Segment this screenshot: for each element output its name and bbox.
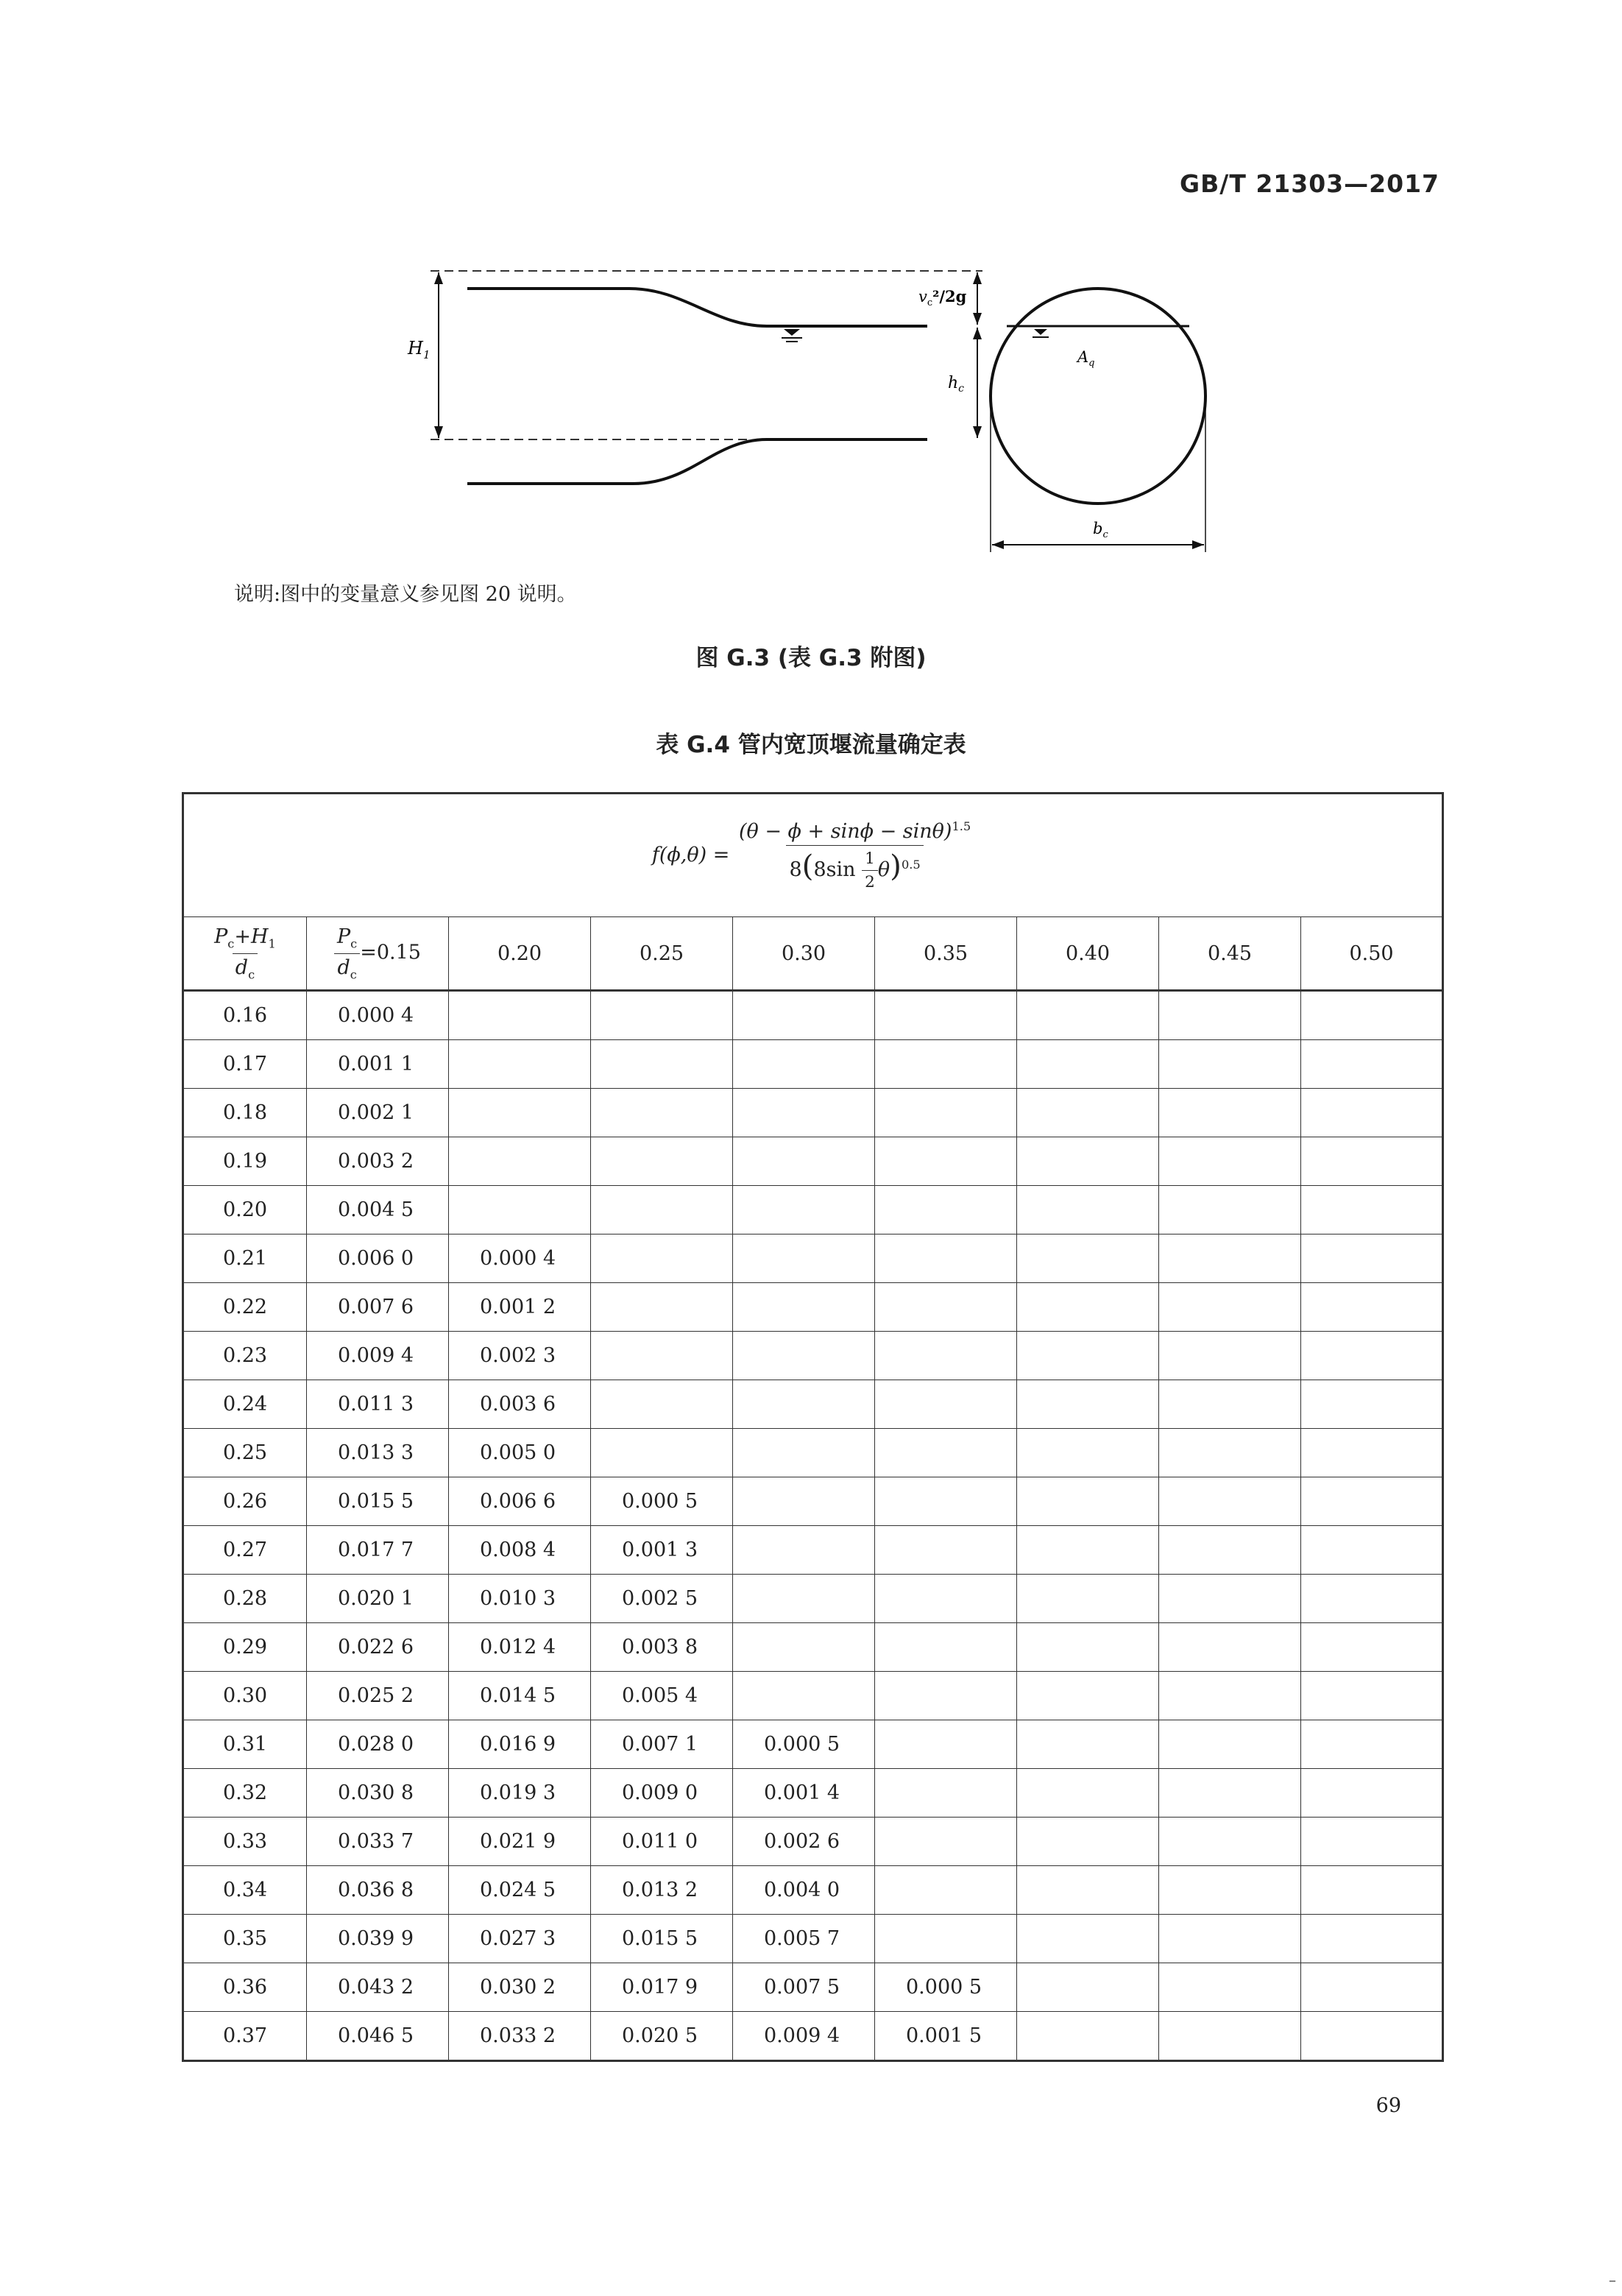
- value-cell: [1301, 1623, 1443, 1672]
- value-cell: [1159, 1332, 1301, 1380]
- value-cell: 0.017 7: [307, 1526, 449, 1575]
- value-cell: 0.001 1: [307, 1040, 449, 1089]
- value-cell: [733, 1089, 875, 1137]
- value-cell: [1301, 1137, 1443, 1186]
- value-cell: [1159, 1040, 1301, 1089]
- value-cell: 0.039 9: [307, 1915, 449, 1963]
- row-key-cell: 0.22: [183, 1283, 307, 1332]
- row-key-cell: 0.33: [183, 1818, 307, 1866]
- value-cell: [591, 1040, 733, 1089]
- value-cell: [875, 1866, 1017, 1915]
- value-cell: [875, 991, 1017, 1040]
- table-row: [183, 1283, 1443, 1332]
- value-cell: 0.013 2: [591, 1866, 733, 1915]
- value-cell: [1017, 1526, 1159, 1575]
- value-cell: [875, 1380, 1017, 1429]
- row-key-cell: 0.32: [183, 1769, 307, 1818]
- value-cell: [1017, 1332, 1159, 1380]
- value-cell: 0.007 6: [307, 1283, 449, 1332]
- value-cell: [1301, 1283, 1443, 1332]
- value-cell: [733, 1040, 875, 1089]
- value-cell: 0.022 6: [307, 1623, 449, 1672]
- table-row: [183, 1963, 1443, 2012]
- table-row: [183, 1186, 1443, 1234]
- col-header: 0.20: [449, 917, 591, 991]
- value-cell: 0.000 4: [449, 1234, 591, 1283]
- value-cell: [1159, 1477, 1301, 1526]
- value-cell: 0.006 0: [307, 1234, 449, 1283]
- value-cell: 0.000 5: [875, 1963, 1017, 2012]
- value-cell: [1017, 1380, 1159, 1429]
- row-key-cell: 0.18: [183, 1089, 307, 1137]
- value-cell: [733, 991, 875, 1040]
- value-cell: [1301, 1477, 1443, 1526]
- value-cell: [1159, 1575, 1301, 1623]
- vc-label: $v_c^2/2g$: [918, 287, 967, 308]
- table-row: [183, 1234, 1443, 1283]
- value-cell: 0.001 3: [591, 1526, 733, 1575]
- value-cell: [1301, 1866, 1443, 1915]
- value-cell: [1017, 1186, 1159, 1234]
- value-cell: [733, 1332, 875, 1380]
- row-key-cell: 0.29: [183, 1623, 307, 1672]
- value-cell: [1301, 1769, 1443, 1818]
- page-number: 69: [1375, 2094, 1401, 2117]
- value-cell: 0.002 5: [591, 1575, 733, 1623]
- value-cell: 0.004 5: [307, 1186, 449, 1234]
- value-cell: [733, 1283, 875, 1332]
- value-cell: [875, 1915, 1017, 1963]
- row-key-cell: 0.19: [183, 1137, 307, 1186]
- value-cell: 0.013 3: [307, 1429, 449, 1477]
- value-cell: [591, 1332, 733, 1380]
- row-key-cell: 0.26: [183, 1477, 307, 1526]
- value-cell: [733, 1234, 875, 1283]
- col-header: 0.30: [733, 917, 875, 991]
- value-cell: [1159, 1769, 1301, 1818]
- flow-table: [182, 792, 1444, 2062]
- value-cell: [1301, 1526, 1443, 1575]
- value-cell: [591, 1186, 733, 1234]
- value-cell: 0.009 4: [733, 2012, 875, 2061]
- value-cell: [591, 991, 733, 1040]
- value-cell: [1017, 1429, 1159, 1477]
- value-cell: [1301, 1380, 1443, 1429]
- value-cell: 0.003 8: [591, 1623, 733, 1672]
- value-cell: 0.010 3: [449, 1575, 591, 1623]
- figure-note: 说明:图中的变量意义参见图 20 说明。: [234, 583, 577, 606]
- value-cell: [1159, 1137, 1301, 1186]
- row-key-cell: 0.35: [183, 1915, 307, 1963]
- value-cell: [875, 1186, 1017, 1234]
- table-row: [183, 1429, 1443, 1477]
- weir-diagram: [408, 261, 1222, 556]
- value-cell: 0.005 4: [591, 1672, 733, 1720]
- value-cell: [1017, 1575, 1159, 1623]
- value-cell: [1301, 1915, 1443, 1963]
- value-cell: 0.012 4: [449, 1623, 591, 1672]
- value-cell: 0.009 0: [591, 1769, 733, 1818]
- value-cell: [875, 1672, 1017, 1720]
- value-cell: [1159, 1963, 1301, 2012]
- water-surface-line: [467, 289, 927, 326]
- value-cell: [1159, 991, 1301, 1040]
- col-header-first: $\frac{P_c}{d_c}$ =0.15: [307, 917, 449, 991]
- value-cell: [1017, 1040, 1159, 1089]
- value-cell: 0.007 5: [733, 1963, 875, 2012]
- value-cell: [1017, 1234, 1159, 1283]
- value-cell: [591, 1380, 733, 1429]
- value-cell: [1301, 1186, 1443, 1234]
- table-row: [183, 1623, 1443, 1672]
- value-cell: [875, 1769, 1017, 1818]
- value-cell: 0.009 4: [307, 1332, 449, 1380]
- value-cell: [1301, 1575, 1443, 1623]
- row-key-cell: 0.31: [183, 1720, 307, 1769]
- value-cell: [1159, 2012, 1301, 2061]
- value-cell: [1017, 1089, 1159, 1137]
- water-level-icon: [782, 329, 802, 342]
- formula-cell: [183, 794, 1443, 917]
- value-cell: 0.046 5: [307, 2012, 449, 2061]
- row-key-cell: 0.36: [183, 1963, 307, 2012]
- value-cell: 0.024 5: [449, 1866, 591, 1915]
- value-cell: [449, 1137, 591, 1186]
- value-cell: [591, 1089, 733, 1137]
- value-cell: [1017, 1769, 1159, 1818]
- value-cell: [1301, 1720, 1443, 1769]
- value-cell: 0.000 5: [591, 1477, 733, 1526]
- value-cell: [1017, 1818, 1159, 1866]
- value-cell: [875, 1477, 1017, 1526]
- table-row: [183, 1866, 1443, 1915]
- row-header-label: $\frac{P_c+H_1}{d_c}$: [183, 917, 307, 991]
- value-cell: [1017, 1866, 1159, 1915]
- value-cell: [1159, 1720, 1301, 1769]
- value-cell: 0.036 8: [307, 1866, 449, 1915]
- row-key-cell: 0.17: [183, 1040, 307, 1089]
- value-cell: [1159, 1089, 1301, 1137]
- value-cell: [1017, 1672, 1159, 1720]
- value-cell: 0.028 0: [307, 1720, 449, 1769]
- table-row: [183, 2012, 1443, 2061]
- value-cell: [733, 1137, 875, 1186]
- value-cell: [733, 1429, 875, 1477]
- value-cell: [1159, 1186, 1301, 1234]
- value-cell: 0.000 5: [733, 1720, 875, 1769]
- value-cell: [1301, 1672, 1443, 1720]
- table-row: [183, 1477, 1443, 1526]
- value-cell: [591, 1234, 733, 1283]
- edge-mark: –: [1609, 2271, 1616, 2289]
- h1-label: $H_1$: [408, 338, 431, 361]
- value-cell: 0.033 7: [307, 1818, 449, 1866]
- value-cell: 0.027 3: [449, 1915, 591, 1963]
- row-key-cell: 0.34: [183, 1866, 307, 1915]
- col-header: 0.45: [1159, 917, 1301, 991]
- value-cell: [1159, 1526, 1301, 1575]
- table-row: [183, 1672, 1443, 1720]
- value-cell: [1301, 991, 1443, 1040]
- value-cell: [1301, 1818, 1443, 1866]
- value-cell: 0.016 9: [449, 1720, 591, 1769]
- value-cell: 0.021 9: [449, 1818, 591, 1866]
- table-row: [183, 1720, 1443, 1769]
- table-row: [183, 1575, 1443, 1623]
- value-cell: [1159, 1380, 1301, 1429]
- value-cell: 0.002 1: [307, 1089, 449, 1137]
- value-cell: 0.003 2: [307, 1137, 449, 1186]
- value-cell: 0.001 2: [449, 1283, 591, 1332]
- value-cell: [1159, 1623, 1301, 1672]
- value-cell: [733, 1186, 875, 1234]
- value-cell: [591, 1137, 733, 1186]
- row-key-cell: 0.20: [183, 1186, 307, 1234]
- value-cell: 0.007 1: [591, 1720, 733, 1769]
- table-row: [183, 1526, 1443, 1575]
- col-header: 0.50: [1301, 917, 1443, 991]
- pipe-bottom-wall: [467, 439, 927, 484]
- value-cell: [875, 1332, 1017, 1380]
- value-cell: [591, 1429, 733, 1477]
- value-cell: [1301, 1963, 1443, 2012]
- value-cell: [1159, 1672, 1301, 1720]
- value-cell: 0.002 3: [449, 1332, 591, 1380]
- value-cell: 0.014 5: [449, 1672, 591, 1720]
- value-cell: 0.043 2: [307, 1963, 449, 2012]
- table-row: [183, 1915, 1443, 1963]
- value-cell: [1301, 1429, 1443, 1477]
- value-cell: [875, 1234, 1017, 1283]
- value-cell: [1159, 1283, 1301, 1332]
- value-cell: [875, 1137, 1017, 1186]
- row-key-cell: 0.25: [183, 1429, 307, 1477]
- value-cell: [733, 1575, 875, 1623]
- value-cell: [1017, 1623, 1159, 1672]
- value-cell: [449, 991, 591, 1040]
- value-cell: [1017, 991, 1159, 1040]
- value-cell: [1017, 1477, 1159, 1526]
- table-row: [183, 991, 1443, 1040]
- value-cell: 0.002 6: [733, 1818, 875, 1866]
- value-cell: 0.020 1: [307, 1575, 449, 1623]
- row-key-cell: 0.28: [183, 1575, 307, 1623]
- aq-label: $A_q$: [1077, 348, 1095, 369]
- value-cell: 0.017 9: [591, 1963, 733, 2012]
- row-key-cell: 0.16: [183, 991, 307, 1040]
- formula: f(ϕ,θ) = $(\theta - \phi + \sin\phi - \sin\theta)^{1.5}$ 8(8sin $\frac{1}{2}$ θ)$^{0.5}$: [651, 819, 971, 891]
- value-cell: [1301, 2012, 1443, 2061]
- value-cell: [1017, 1137, 1159, 1186]
- pipe-cross-section: [991, 289, 1205, 504]
- col-header: 0.40: [1017, 917, 1159, 991]
- value-cell: [875, 1575, 1017, 1623]
- value-cell: 0.030 2: [449, 1963, 591, 2012]
- value-cell: [1301, 1040, 1443, 1089]
- row-key-cell: 0.30: [183, 1672, 307, 1720]
- value-cell: 0.025 2: [307, 1672, 449, 1720]
- value-cell: [1301, 1234, 1443, 1283]
- value-cell: [591, 1283, 733, 1332]
- value-cell: 0.000 4: [307, 991, 449, 1040]
- value-cell: 0.030 8: [307, 1769, 449, 1818]
- standard-number: GB/T 21303—2017: [1180, 169, 1439, 198]
- table-row: [183, 1380, 1443, 1429]
- value-cell: [1017, 1720, 1159, 1769]
- row-key-cell: 0.24: [183, 1380, 307, 1429]
- col-header: 0.35: [875, 917, 1017, 991]
- row-key-cell: 0.37: [183, 2012, 307, 2061]
- value-cell: [875, 1040, 1017, 1089]
- table-row: [183, 1089, 1443, 1137]
- value-cell: 0.005 7: [733, 1915, 875, 1963]
- value-cell: 0.011 0: [591, 1818, 733, 1866]
- value-cell: [1159, 1234, 1301, 1283]
- table-row: [183, 1332, 1443, 1380]
- value-cell: 0.003 6: [449, 1380, 591, 1429]
- value-cell: 0.011 3: [307, 1380, 449, 1429]
- value-cell: [1159, 1429, 1301, 1477]
- value-cell: [733, 1672, 875, 1720]
- value-cell: [1159, 1818, 1301, 1866]
- value-cell: 0.001 5: [875, 2012, 1017, 2061]
- figure-caption: 图 G.3 (表 G.3 附图): [695, 645, 927, 671]
- value-cell: [1301, 1332, 1443, 1380]
- value-cell: [1017, 1915, 1159, 1963]
- value-cell: 0.006 6: [449, 1477, 591, 1526]
- value-cell: [733, 1526, 875, 1575]
- value-cell: 0.004 0: [733, 1866, 875, 1915]
- value-cell: [1159, 1915, 1301, 1963]
- value-cell: [1301, 1089, 1443, 1137]
- value-cell: 0.033 2: [449, 2012, 591, 2061]
- value-cell: [875, 1429, 1017, 1477]
- value-cell: [1017, 1963, 1159, 2012]
- value-cell: [875, 1089, 1017, 1137]
- value-cell: [875, 1526, 1017, 1575]
- value-cell: 0.015 5: [591, 1915, 733, 1963]
- value-cell: [449, 1186, 591, 1234]
- value-cell: [875, 1283, 1017, 1332]
- table-row: [183, 1137, 1443, 1186]
- value-cell: [449, 1040, 591, 1089]
- table-row: [183, 1818, 1443, 1866]
- value-cell: [1017, 1283, 1159, 1332]
- table-title: 表 G.4 管内宽顶堰流量确定表: [656, 732, 966, 758]
- figure-g3: [408, 261, 1222, 556]
- value-cell: [875, 1623, 1017, 1672]
- value-cell: [1159, 1866, 1301, 1915]
- row-key-cell: 0.21: [183, 1234, 307, 1283]
- bc-label: $b_c$: [1093, 520, 1108, 540]
- value-cell: 0.008 4: [449, 1526, 591, 1575]
- value-cell: [449, 1089, 591, 1137]
- hc-label: $h_c$: [948, 374, 965, 395]
- value-cell: 0.019 3: [449, 1769, 591, 1818]
- table-row: [183, 1769, 1443, 1818]
- value-cell: [733, 1477, 875, 1526]
- table-row: [183, 1040, 1443, 1089]
- value-cell: [1017, 2012, 1159, 2061]
- value-cell: [733, 1623, 875, 1672]
- value-cell: 0.015 5: [307, 1477, 449, 1526]
- value-cell: 0.005 0: [449, 1429, 591, 1477]
- row-key-cell: 0.23: [183, 1332, 307, 1380]
- value-cell: [733, 1380, 875, 1429]
- row-key-cell: 0.27: [183, 1526, 307, 1575]
- value-cell: 0.020 5: [591, 2012, 733, 2061]
- value-cell: [875, 1720, 1017, 1769]
- col-header: 0.25: [591, 917, 733, 991]
- table-body: [183, 991, 1443, 2061]
- value-cell: 0.001 4: [733, 1769, 875, 1818]
- value-cell: [875, 1818, 1017, 1866]
